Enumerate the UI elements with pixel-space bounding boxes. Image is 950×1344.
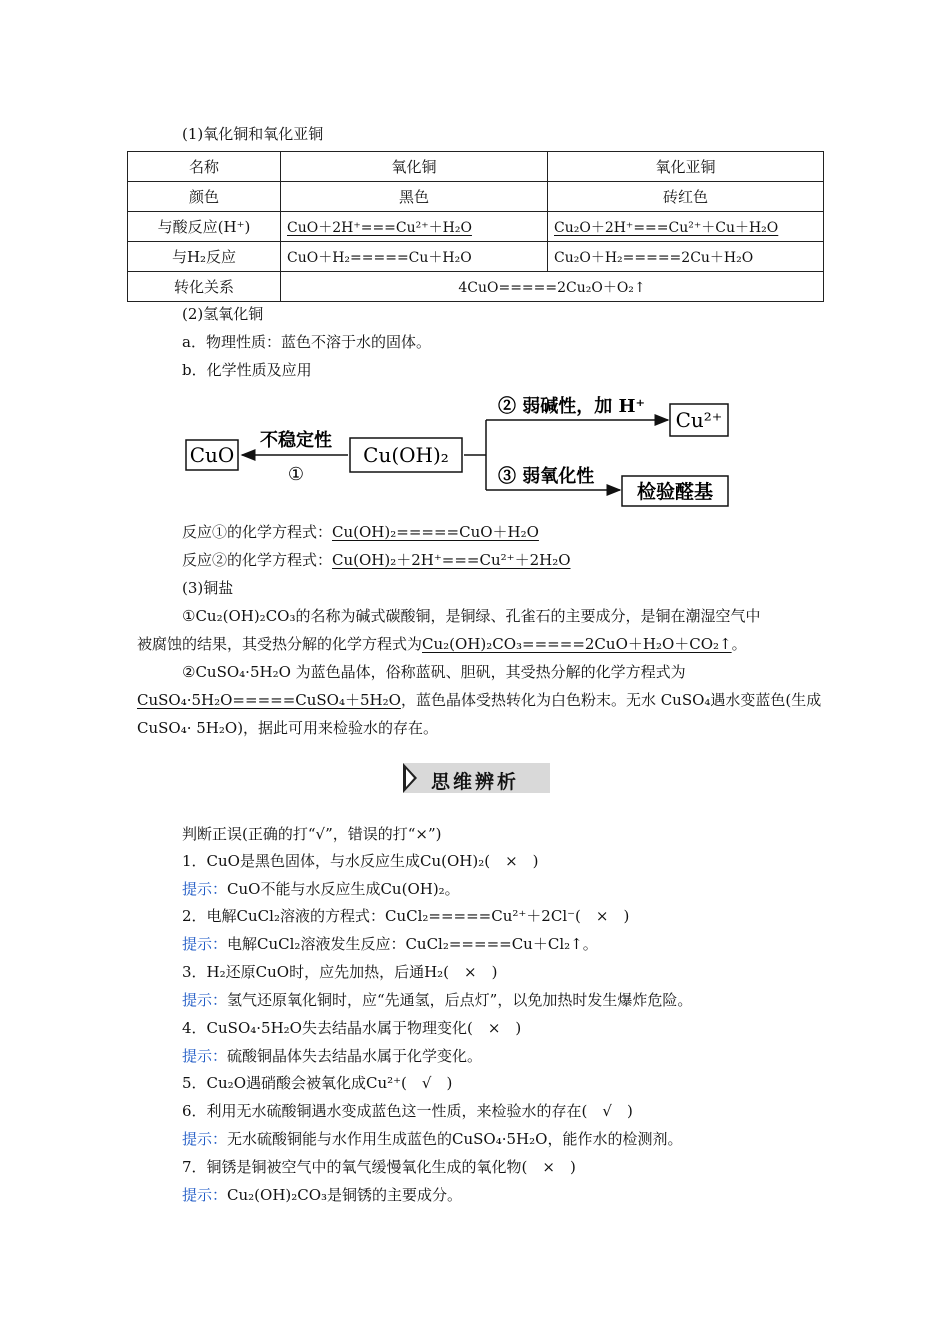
paragraph2-line2 [137,690,821,710]
hint-label: 提示： [182,880,228,898]
paragraph2-line1: ②CuSO₄·5H₂O 为蓝色晶体，俗称蓝矾、胆矾，其受热分解的化学方程式为 [182,663,686,681]
hint-label: 提示： [182,991,228,1009]
question-7: 7．铜锈是铜被空气中的氧气缓慢氧化生成的氧化物( × ) [182,1158,576,1176]
reaction2-prefix: 反应②的化学方程式： [182,551,333,569]
reaction1-prefix: 反应①的化学方程式： [182,523,333,541]
hint-text: 氢气还原氧化铜时，应“先通氢，后点灯”，以免加热时发生爆炸危险。 [227,991,693,1009]
cuo-cell: 黑色 [281,182,548,212]
row-label: 颜色 [128,182,281,212]
reaction1-equation: Cu(OH)₂=====CuO＋H₂O [332,523,539,541]
table-row [128,242,824,272]
cu2o-cell: 砖红色 [548,182,824,212]
aldehyde-text: 检验醛基 [636,481,714,503]
table-header-row [128,152,824,182]
section-banner [403,763,550,793]
hint-4 [182,1046,482,1066]
cu2o-cell: Cu₂O＋2H⁺===Cu²⁺＋Cu＋H₂O [548,212,824,242]
hint-2 [182,934,598,954]
physical-property: a．物理性质：蓝色不溶于水的固体。 [182,333,431,351]
merged-cell: 4CuO=====2Cu₂O＋O₂↑ [281,272,824,302]
question-2: 2．电解CuCl₂溶液的方程式：CuCl₂=====Cu²⁺＋2Cl⁻( × ) [182,907,630,925]
label-one: ① [287,464,305,485]
reaction2 [182,550,571,570]
hint-label: 提示： [182,1047,228,1065]
copper-hydroxide-diagram [180,388,750,514]
question-1: 1．CuO是黑色固体，与水反应生成Cu(OH)₂( × ) [182,852,539,870]
cuo-text: CuO [189,443,235,467]
table-row [128,272,824,302]
reaction2-equation: Cu(OH)₂＋2H⁺===Cu²⁺＋2H₂O [332,551,571,569]
section3-title: (3)铜盐 [182,579,234,597]
reaction1 [182,522,539,542]
label-weak-base: ② 弱碱性，加 H⁺ [498,396,646,417]
banner-title: 思维辨析 [431,771,520,793]
header-cuo: 氧化铜 [281,152,548,182]
hint-1 [182,879,460,899]
hint-6 [182,1129,682,1149]
section2-title: (2)氢氧化铜 [182,305,264,323]
hint-7 [182,1185,462,1205]
hint-label: 提示： [182,1186,228,1204]
p2-line2-suffix: ，蓝色晶体受热转化为白色粉末。无水 CuSO₄遇水变蓝色(生成 [400,691,822,709]
section1-title: (1)氧化铜和氧化亚铜 [182,125,324,143]
p1-line2-equation: Cu₂(OH)₂CO₃=====2CuO＋H₂O＋CO₂↑ [422,635,732,653]
label-unstable: 不稳定性 [260,430,332,451]
header-name: 名称 [128,152,281,182]
copper-oxide-table [127,151,824,302]
hint-3 [182,990,692,1010]
table-row [128,212,824,242]
row-label: 与H₂反应 [128,242,281,272]
hint-text: CuO不能与水反应生成Cu(OH)₂。 [227,880,460,898]
hint-text: 电解CuCl₂溶液发生反应：CuCl₂=====Cu＋Cl₂↑。 [227,935,598,953]
banner-arrow-inner [406,769,414,787]
row-label: 与酸反应(H⁺) [128,212,281,242]
question-4: 4．CuSO₄·5H₂O失去结晶水属于物理变化( × ) [182,1019,522,1037]
judge-intro: 判断正误(正确的打“√”，错误的打“×”) [182,825,442,843]
cu2o-cell: Cu₂O＋H₂=====2Cu＋H₂O [548,242,824,272]
header-cu2o: 氧化亚铜 [548,152,824,182]
hint-label: 提示： [182,1130,228,1148]
hint-label: 提示： [182,935,228,953]
paragraph2-line3: CuSO₄· 5H₂O)，据此可用来检验水的存在。 [137,719,439,737]
paragraph1-line2 [137,634,747,654]
cuo-cell: CuO＋2H⁺===Cu²⁺＋H₂O [281,212,548,242]
cuo-cell: CuO＋H₂=====Cu＋H₂O [281,242,548,272]
p2-line2-equation: CuSO₄·5H₂O=====CuSO₄＋5H₂O [137,691,401,709]
question-6: 6．利用无水硫酸铜遇水变成蓝色这一性质，来检验水的存在( √ ) [182,1102,633,1120]
label-weak-oxidizing: ③ 弱氧化性 [498,466,595,487]
hint-text: 硫酸铜晶体失去结晶水属于化学变化。 [227,1047,483,1065]
p1-line2-prefix: 被腐蚀的结果，其受热分解的化学方程式为 [137,635,423,653]
question-5: 5．Cu₂O遇硝酸会被氧化成Cu²⁺( √ ) [182,1074,453,1092]
hint-text: Cu₂(OH)₂CO₃是铜锈的主要成分。 [227,1186,463,1204]
hint-text: 无水硫酸铜能与水作用生成蓝色的CuSO₄·5H₂O，能作水的检测剂。 [227,1130,683,1148]
table-row [128,182,824,212]
p1-line2-suffix: 。 [731,635,747,653]
chemical-property: b．化学性质及应用 [182,361,312,379]
center-formula: Cu(OH)₂ [363,443,449,467]
paragraph1-line1: ①Cu₂(OH)₂CO₃的名称为碱式碳酸铜，是铜绿、孔雀石的主要成分，是铜在潮湿空气中 [182,607,761,625]
row-label: 转化关系 [128,272,281,302]
question-3: 3．H₂还原CuO时，应先加热，后通H₂( × ) [182,963,498,981]
cu2plus-text: Cu²⁺ [675,408,723,432]
